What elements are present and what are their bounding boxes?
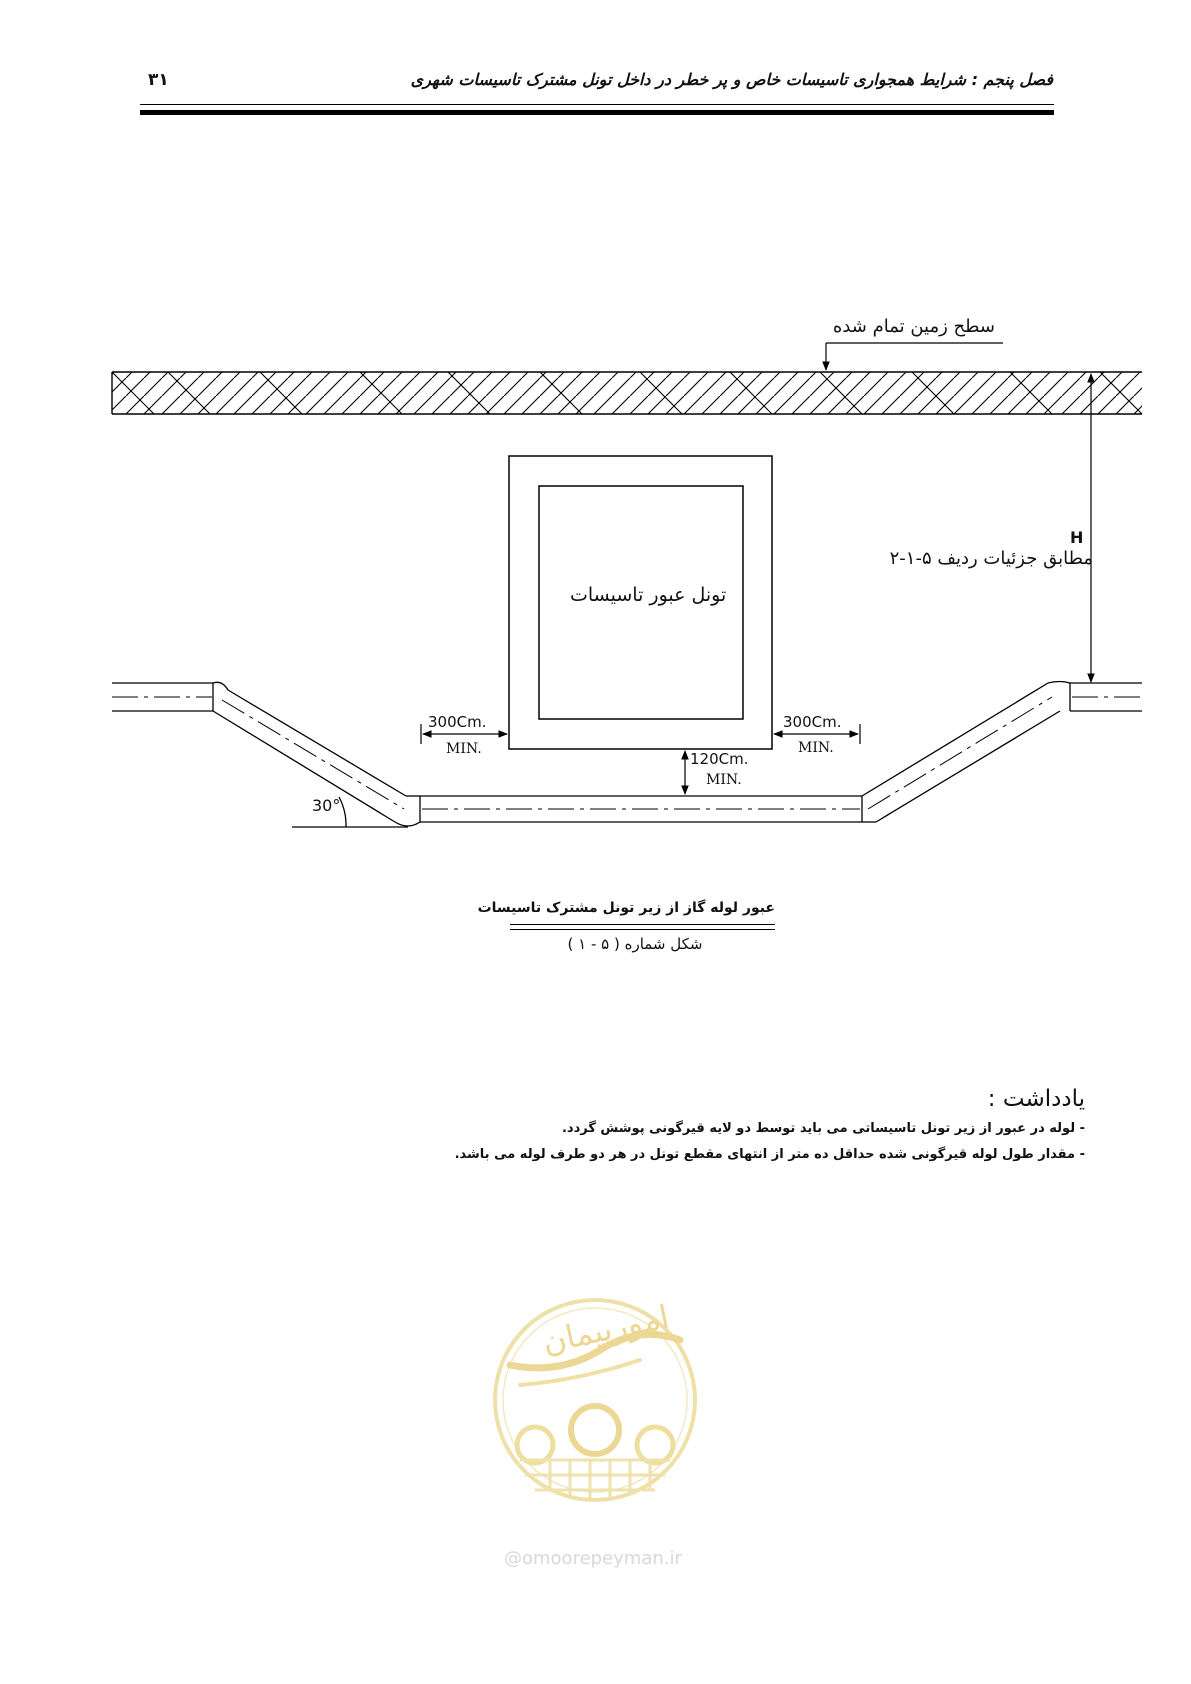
watermark-url-text: omoorepeyman.ir xyxy=(522,1548,682,1569)
note-item: - مقدار طول لوله قیرگونی شده حداقل ده متر از انتهای مقطع تونل در هر دو طرف لوله می باشد. xyxy=(454,1147,1085,1162)
vertical-clearance-value: 120Cm. xyxy=(690,750,749,768)
angle-reference xyxy=(292,797,408,827)
left-clearance-value: 300Cm. xyxy=(428,713,487,731)
watermark-logo xyxy=(490,1280,700,1540)
watermark-url xyxy=(504,1548,682,1569)
pipe-centerline xyxy=(112,697,1142,809)
chapter-title: فصل پنجم : شرایط همجواری تاسیسات خاص و پر خطر در داخل تونل مشترک تاسیسات شهری xyxy=(410,70,1053,89)
tunnel-label: تونل عبور تاسیسات xyxy=(570,584,727,606)
notes-list xyxy=(455,1116,1085,1168)
caption-rule xyxy=(510,924,775,925)
figure-number: شکل شماره ( ۵ - ۱ ) xyxy=(567,935,703,953)
left-clearance-qualifier: MIN. xyxy=(446,741,482,757)
caption-rule xyxy=(510,929,775,930)
figure-caption-title: عبور لوله گاز از زیر تونل مشترک تاسیسات xyxy=(477,900,775,916)
watermark-logo-text: امورپیمان xyxy=(539,1297,673,1362)
ground-surface-leader xyxy=(826,343,1003,370)
vertical-clearance-qualifier: MIN. xyxy=(706,772,742,788)
depth-reference-label: مطابق جزئیات ردیف ۵-۱-۲ xyxy=(889,548,1093,569)
ground-surface-label: سطح زمین تمام شده xyxy=(832,316,995,337)
note-item: - لوله در عبور از زیر تونل تاسیساتی می باید توسط دو لایه قیرگونی پوشش گردد. xyxy=(561,1121,1085,1136)
ground-layer xyxy=(112,372,1142,414)
depth-symbol: H xyxy=(1070,528,1084,547)
page-number: ۳۱ xyxy=(148,70,169,90)
notes-heading: یادداشت : xyxy=(987,1086,1085,1112)
at-icon: @ xyxy=(504,1548,522,1569)
right-clearance-qualifier: MIN. xyxy=(798,740,834,756)
right-clearance-value: 300Cm. xyxy=(783,713,842,731)
gas-pipe xyxy=(112,682,1142,827)
angle-label: 30° xyxy=(312,796,341,815)
